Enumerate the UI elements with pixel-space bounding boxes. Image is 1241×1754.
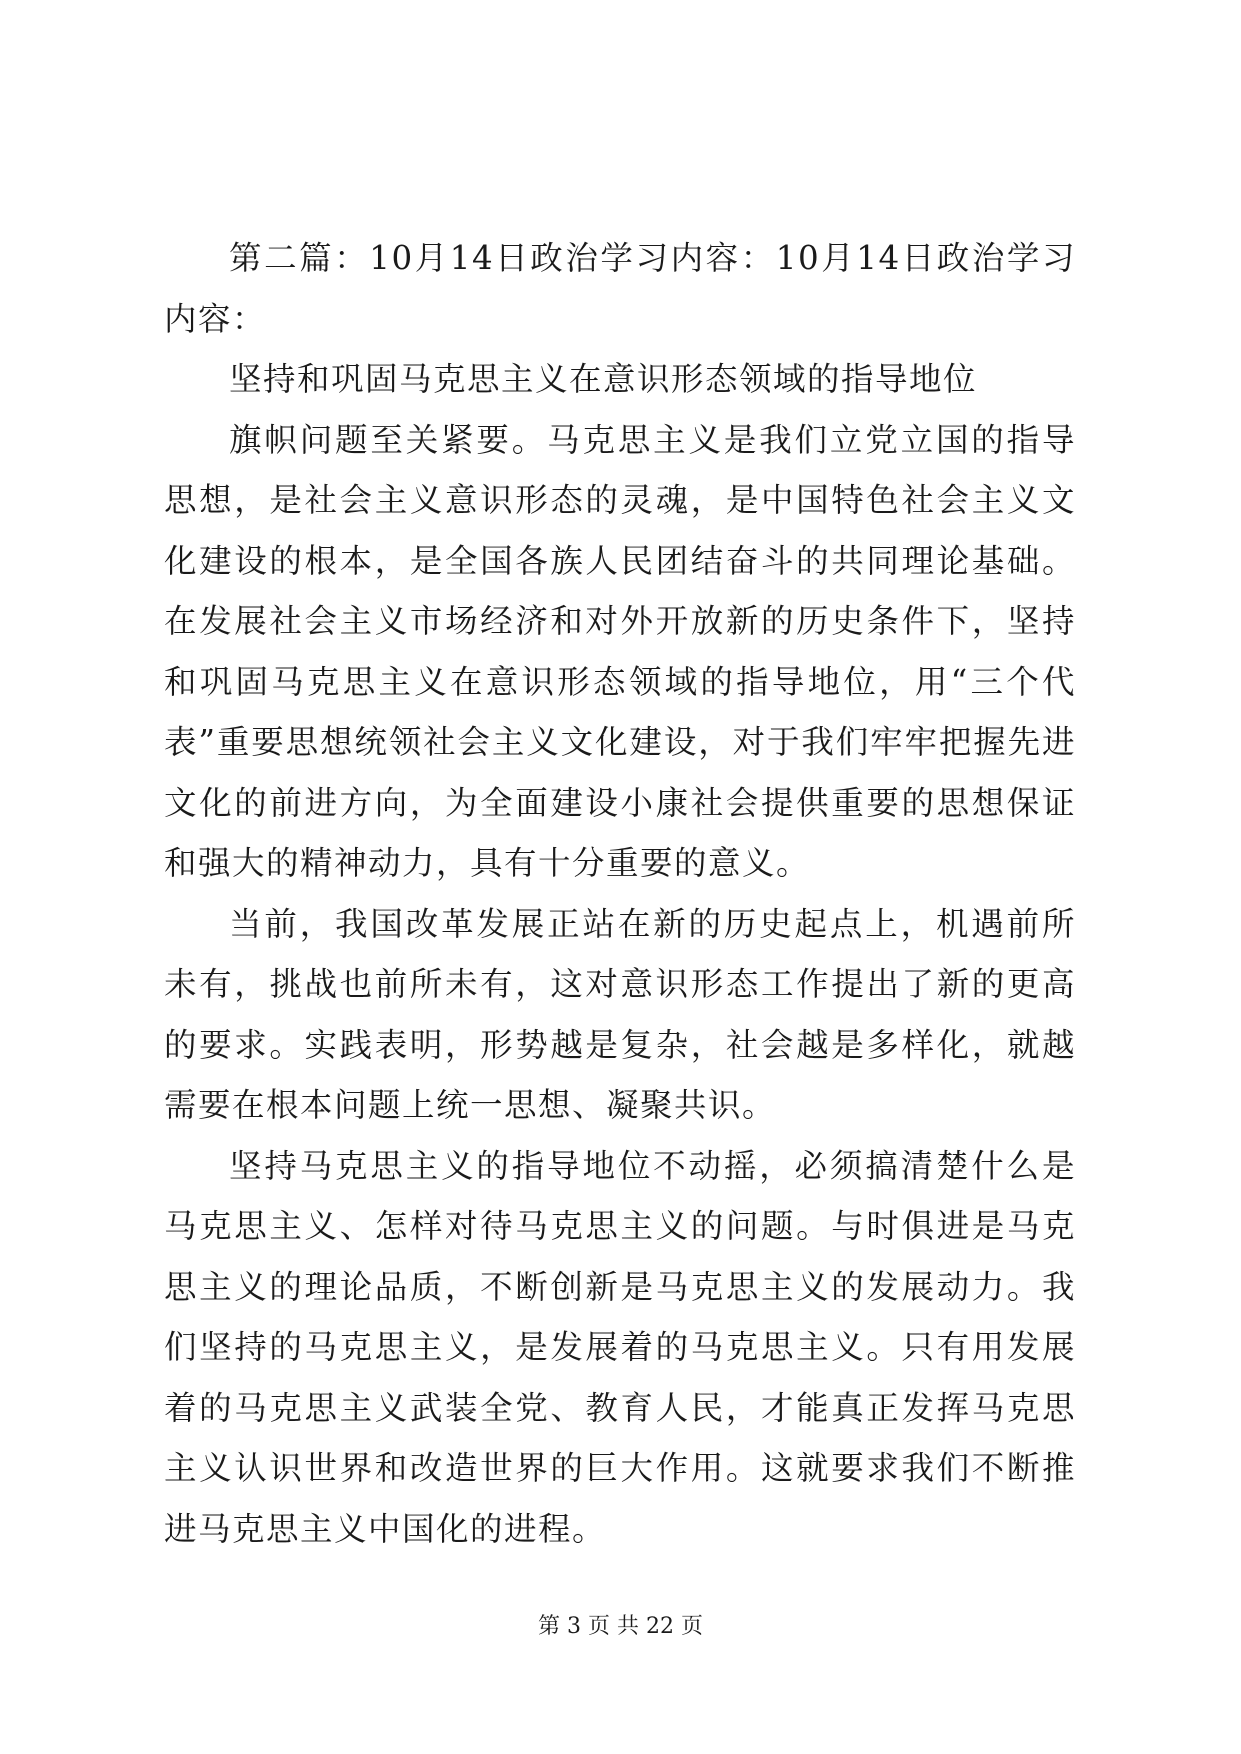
body-paragraph: 旗帜问题至关紧要。马克思主义是我们立党立国的指导思想，是社会主义意识形态的灵魂，是中国特色社会主义文化建设的根本，是全国各族人民团结奋斗的共同理论基础。在发展社会主义市场经济和对外开放新的历史条件下，坚持和巩固马克思主义在意识形态领域的指导地位，用“三个代表”重要思想统领社会主义文化建设，对于我们牢牢把握先进文化的前进方向，为全面建设小康社会提供重要的思想保证和强大的精神动力，具有十分重要的意义。 [164, 420, 1076, 882]
body-paragraph: 坚持马克思主义的指导地位不动摇，必须搞清楚什么是马克思主义、怎样对待马克思主义的问题。与时俱进是马克思主义的理论品质，不断创新是马克思主义的发展动力。我们坚持的马克思主义，是发展着的马克思主义。只有用发展着的马克思主义武装全党、教育人民，才能真正发挥马克思主义认识世界和改造世界的巨大作用。这就要求我们不断推进马克思主义中国化的进程。 [164, 1146, 1076, 1548]
document-body [164, 228, 1076, 1559]
section-title: 第二篇：10月14日政治学习内容：10月14日政治学习内容： [164, 239, 1076, 338]
body-paragraph: 当前，我国改革发展正站在新的历史起点上，机遇前所未有，挑战也前所未有，这对意识形态工作提出了新的更高的要求。实践表明，形势越是复杂，社会越是多样化，就越需要在根本问题上统一思想、凝聚共识。 [164, 904, 1076, 1124]
article-heading: 坚持和巩固马克思主义在意识形态领域的指导地位 [229, 360, 978, 398]
page-number-footer: 第 3 页 共 22 页 [538, 1614, 703, 1639]
